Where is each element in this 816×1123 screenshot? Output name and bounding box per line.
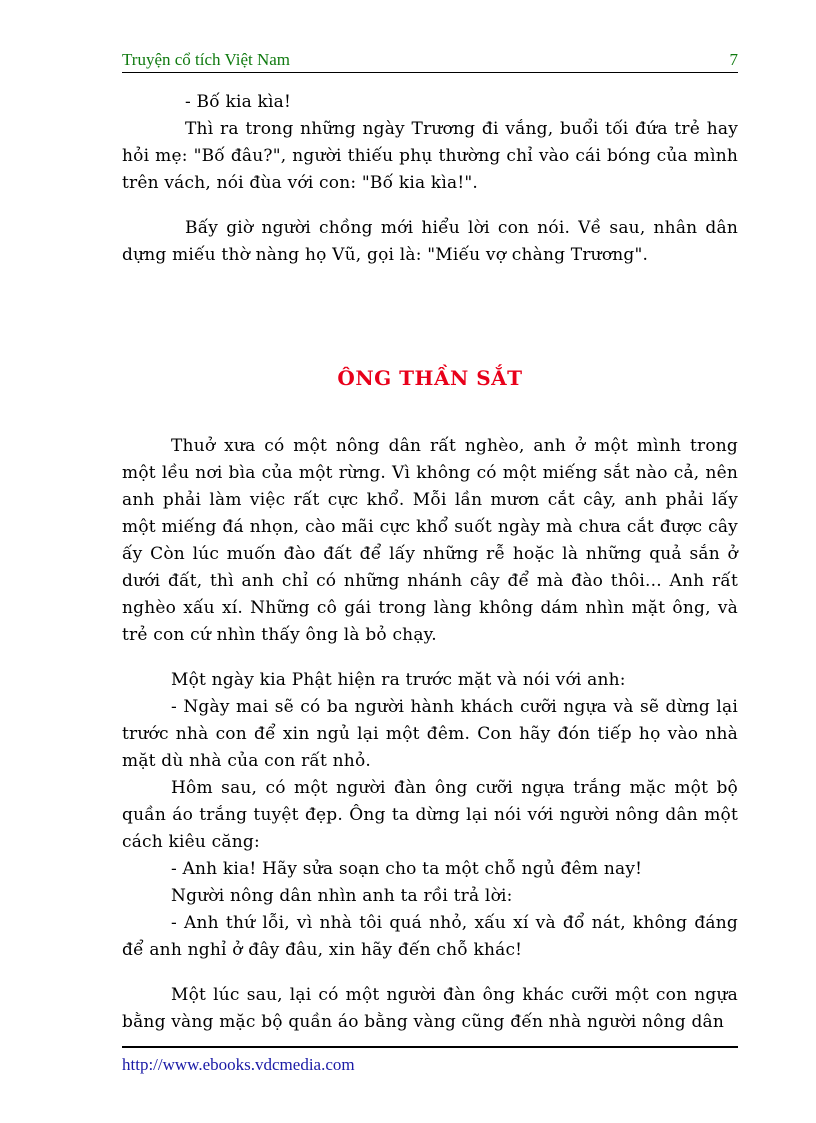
book-title: Truyện cổ tích Việt Nam xyxy=(122,50,291,69)
paragraph: - Anh kia! Hãy sửa soạn cho ta một chỗ ngủ đêm nay! xyxy=(171,859,643,879)
paragraph: Thì ra trong những ngày Trương đi vắng, buổi tối đứa trẻ hay hỏi mẹ: "Bố đâu?", người thiếu phụ thường chỉ vào cái bóng của mình trên vách, nói đùa với con: "Bố kia kìa!". xyxy=(122,119,738,193)
page-header xyxy=(122,50,738,73)
story-title: ÔNG THẦN SẮT xyxy=(337,366,523,390)
paragraph: - Ngày mai sẽ có ba người hành khách cưỡi ngựa và sẽ dừng lại trước nhà con để xin ngủ lại một đêm. Con hãy đón tiếp họ vào nhà mặt dù nhà của con rất nhỏ. xyxy=(122,697,738,771)
paragraph: Thuở xưa có một nông dân rất nghèo, anh ở một mình trong một lều nơi bìa của một rừng. Vì không có một miếng sắt nào cả, nên anh phải làm việc rất cực khổ. Mỗi lần mươn cắt cây, anh phải lấy một miếng đá nhọn, cào mãi cực khổ suốt ngày mà chưa cắt được cây ấy Còn lúc muốn đào đất để lấy những rễ hoặc là những quả sắn ở dưới đất, thì anh chỉ có những nhánh cây để mà đào thôi... Anh rất nghèo xấu xí. Những cô gái trong làng không dám nhìn mặt ông, và trẻ con cứ nhìn thấy ông là bỏ chạy. xyxy=(122,436,738,645)
spacer xyxy=(122,399,738,433)
page-content xyxy=(122,89,738,1036)
spacer xyxy=(122,964,738,982)
paragraph: Một lúc sau, lại có một người đàn ông khác cưỡi một con ngựa bằng vàng mặc bộ quần áo bằng vàng cũng đến nhà người nông dân xyxy=(122,985,738,1032)
spacer xyxy=(122,197,738,215)
paragraph: Một ngày kia Phật hiện ra trước mặt và nói với anh: xyxy=(171,670,626,690)
footer-divider xyxy=(122,1046,738,1048)
paragraph: Bấy giờ người chồng mới hiểu lời con nói. Về sau, nhân dân dựng miếu thờ nàng họ Vũ, gọi là: "Miếu vợ chàng Trương". xyxy=(122,218,738,265)
spacer xyxy=(122,649,738,667)
paragraph: - Bố kia kìa! xyxy=(185,92,292,112)
paragraph: Hôm sau, có một người đàn ông cưỡi ngựa trắng mặc một bộ quần áo trắng tuyệt đẹp. Ông ta dừng lại nói với người nông dân một cách kiêu căng: xyxy=(122,778,738,852)
footer-website-link[interactable]: http://www.ebooks.vdcmedia.com xyxy=(122,1055,355,1074)
paragraph: - Anh thứ lỗi, vì nhà tôi quá nhỏ, xấu xí và đổ nát, không đáng để anh nghỉ ở đây đâu, xin hãy đến chỗ khác! xyxy=(122,913,738,960)
paragraph: Người nông dân nhìn anh ta rồi trả lời: xyxy=(171,886,513,906)
page-number: 7 xyxy=(729,50,738,69)
